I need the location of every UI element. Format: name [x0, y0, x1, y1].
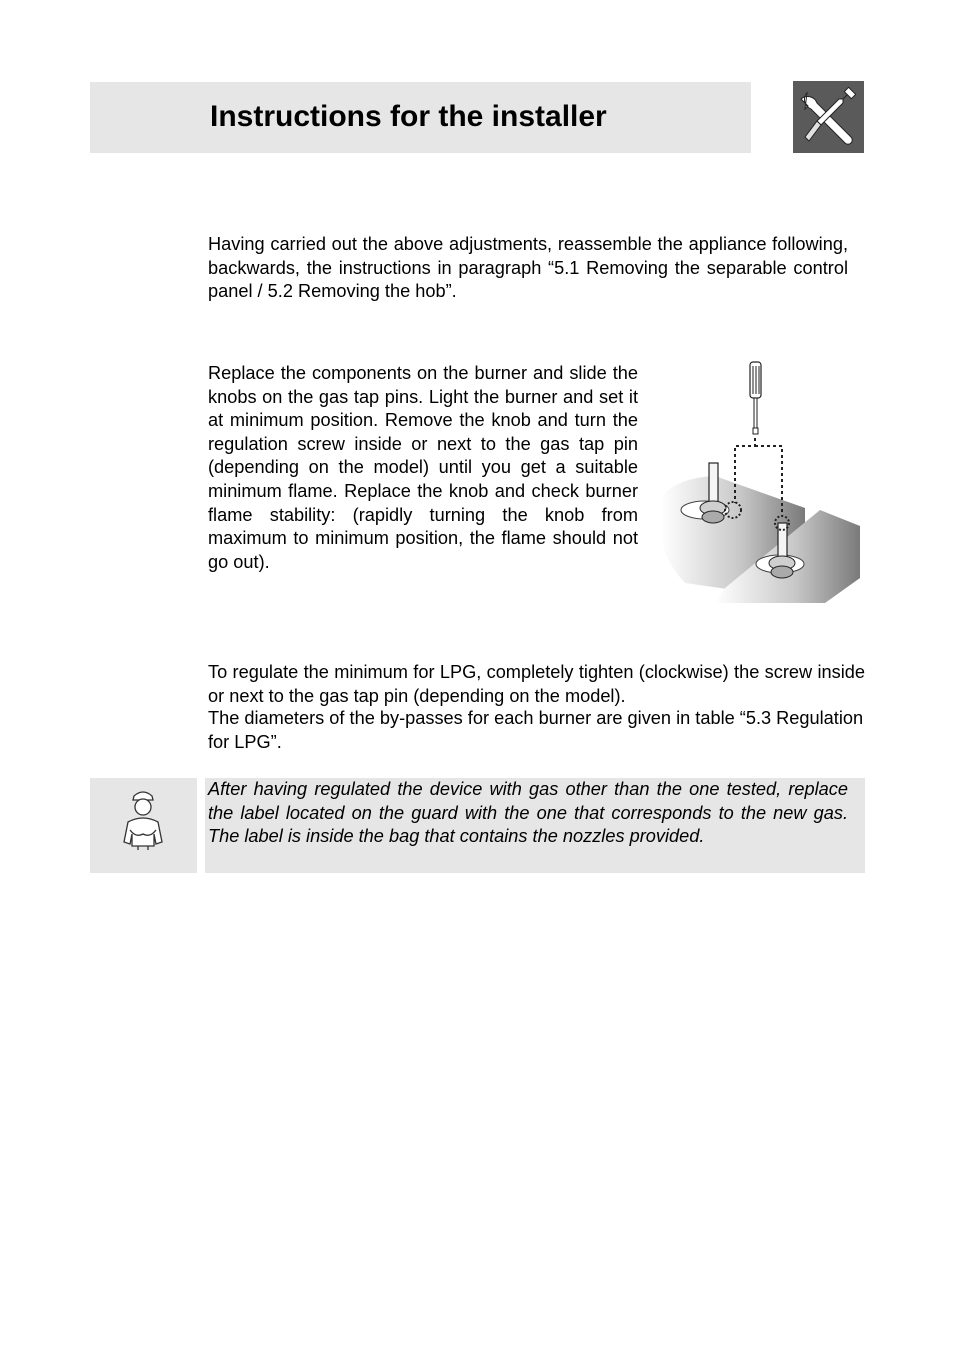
bypass-diameters-paragraph: The diameters of the by-passes for each burner are given in table “5.3 Regulation for LPG”.: [208, 708, 864, 752]
technician-icon: [90, 778, 197, 873]
burner-regulation-diagram: [655, 358, 865, 604]
page-title: Instructions for the installer: [210, 100, 607, 133]
lpg-regulation-paragraph: To regulate the minimum for LPG, completely tighten (clockwise) the screw inside or next to the gas tap pin (depending on the model).: [208, 662, 865, 706]
note-icon-box: [90, 778, 197, 873]
minimum-flame-paragraph: Replace the components on the burner and slide the knobs on the gas tap pins. Light the burner and set it at minimum position. Remove the knob and turn the regulation screw inside or next to the gas tap pin (depending on the model) until you get a suitable minimum flame. Replace the knob and check burner flame stability: (rapidly turning the knob from maximum to minimum position, the flame should not go out).: [208, 363, 638, 572]
reassemble-paragraph: Having carried out the above adjustments, reassemble the appliance following, backwards, the instructions in paragraph “5.1 Removing the separable control panel / 5.2 Removing the hob”.: [208, 234, 848, 302]
note-text: After having regulated the device with gas other than the one tested, replace the label located on the guard with the one that corresponds to the new gas. The label is inside the bag that contains the nozzles provided.: [208, 779, 848, 847]
tools-icon: [793, 81, 864, 153]
screwdriver-icon: [750, 362, 761, 434]
